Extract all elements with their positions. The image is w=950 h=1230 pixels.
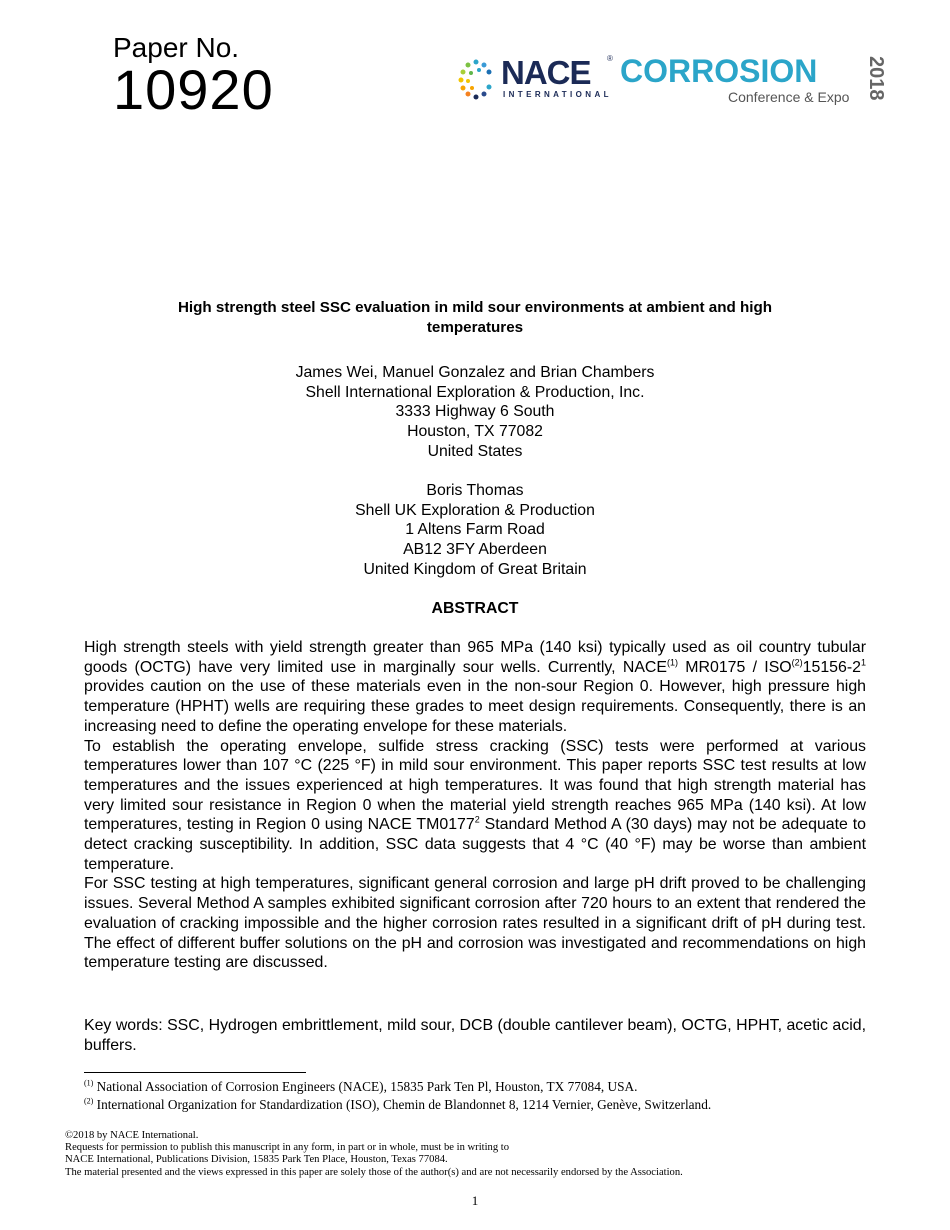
abstract-body <box>84 638 866 973</box>
copyright-notice: ©2018 by NACE International. Requests for permission to publish this manuscript in any form, in part or in whole, must be in writing to NACE International, Publications Division, 15835 Park Ten Place, Houston, Texas 77084. The material presented and the views expressed in this paper are solely those of the author(s) and are not necessarily endorsed by the Association. <box>65 1130 683 1178</box>
conference-year: 2018 <box>865 56 887 101</box>
street-address: 1 Altens Farm Road <box>405 521 545 539</box>
citation-ref: 2 <box>474 815 480 826</box>
citation-ref: 1 <box>860 657 866 668</box>
page-number: 1 <box>471 1193 479 1208</box>
nace-corrosion-logo <box>455 52 895 112</box>
city: AB12 3FY Aberdeen <box>403 541 547 559</box>
footnote: $^{(2)}$ International Organization for Standardization (ISO), Chemin de Blandonnet 8, 1214 Vernier, Genève, Switzerland. <box>84 1096 712 1112</box>
affiliation-block-1 <box>200 363 750 462</box>
organization: Shell International Exploration & Production, Inc. <box>305 383 645 401</box>
organization: Shell UK Exploration & Production <box>355 501 595 519</box>
keywords: Key words: SSC, Hydrogen embrittlement, mild sour, DCB (double cantilever beam), OCTG, HPHT, acetic acid, buffers. <box>84 1017 866 1054</box>
abstract-paragraph-1: High strength steels with yield strength greater than 965 MPa (140 ksi) typically used as oil country tubular goods (OCTG) have very limited use in marginally sour wells. Currently, NACE$^{(1)}$ $MR0175 / ISO^{(2)}15156-2^1$ provides caution on the use of these materials even in the non-sour Region 0. However, high pressure high temperature (HPHT) wells are requiring these grades to meet design requirements. Consequently, there is an increasing need to define the operating envelope for these materials. <box>84 639 866 735</box>
abstract-paragraph-3: For SSC testing at high temperatures, significant general corrosion and large pH drift proved to be challenging issues. Several Method A samples exhibited significant corrosion after 720 hours to an extent that rendered the evaluation of cracking impossible and the higher corrosion rates resulted in a significant drift of pH during test. The effect of different buffer solutions on the pH and corrosion was investigated and recommendations on high temperature testing are discussed. <box>84 875 866 972</box>
footnote-ref: (2) <box>791 657 803 668</box>
nace-wordmark: NACE <box>501 54 591 91</box>
abstract-paragraph-2: To establish the operating envelope, sulfide stress cracking (SSC) tests were performed at various temperatures lower than 107 °C (225 °F) in mild sour environment. This paper reports SSC test results at low temperatures and the issues experienced at high temperatures. It was found that high strength material has very limited sour resistance in Region 0 when the material yield strength reaches 965 MPa (140 ksi). At low temperatures, testing in Region 0 using NACE TM0177$^2$ Standard Method A (30 days) may not be adequate to detect cracking susceptibility. In addition, SSC data suggests that 4 °C (40 °F) may be worse than ambient temperature. <box>84 737 866 873</box>
paper-title: High strength steel SSC evaluation in mild sour environments at ambient and high temperatures <box>177 299 773 336</box>
nace-international-text: INTERNATIONAL <box>503 90 612 99</box>
footnotes <box>84 1078 874 1114</box>
footnote: $^{(1)}$ National Association of Corrosion Engineers (NACE), 15835 Park Ten Pl, Houston, TX 77084, USA. <box>84 1078 638 1094</box>
paper-label: Paper No. <box>113 32 240 63</box>
corrosion-wordmark: CORROSION <box>620 53 818 89</box>
nace-globe-icon <box>455 56 497 102</box>
street-address: 3333 Highway 6 South <box>395 403 555 421</box>
conference-expo-text: Conference & Expo <box>728 89 850 105</box>
footnote-ref: (1) <box>667 657 678 668</box>
footnote-divider <box>84 1072 306 1073</box>
registered-mark: ® <box>607 54 613 63</box>
authors: James Wei, Manuel Gonzalez and Brian Chambers <box>295 364 655 381</box>
country: United States <box>427 442 523 460</box>
paper-number: 10920 <box>113 58 274 121</box>
country: United Kingdom of Great Britain <box>363 560 587 578</box>
city: Houston, TX 77082 <box>407 423 543 441</box>
affiliation-block-2 <box>200 481 750 580</box>
abstract-heading: ABSTRACT <box>431 600 519 617</box>
authors: Boris Thomas <box>426 482 524 499</box>
